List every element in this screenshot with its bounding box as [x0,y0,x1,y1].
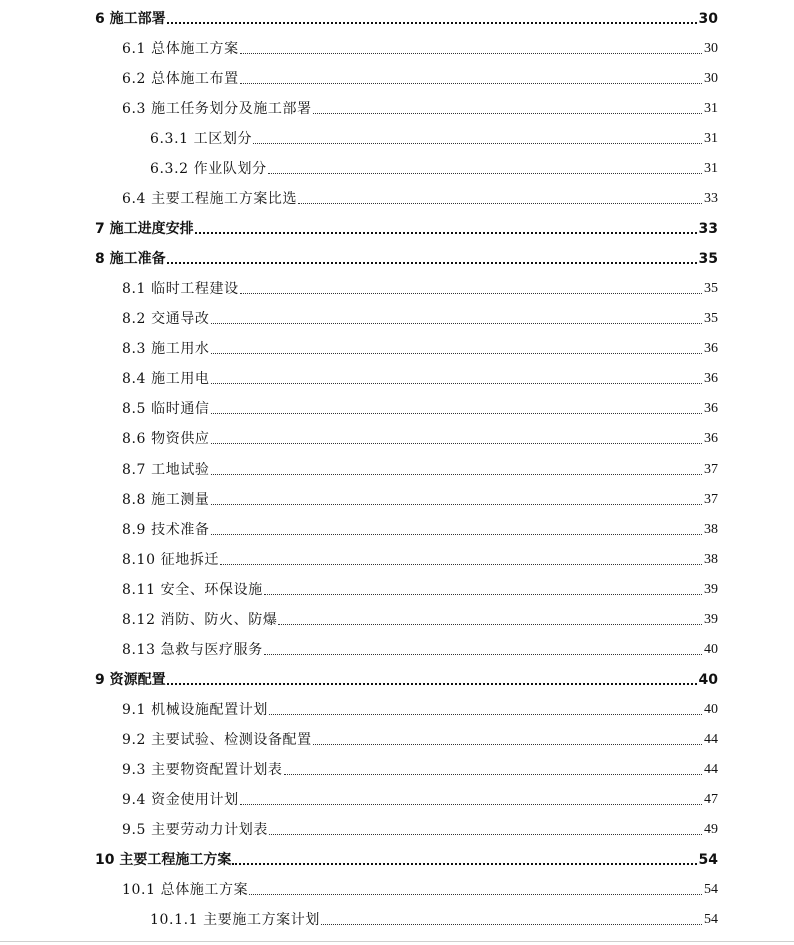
dot-leader [313,112,702,114]
dot-leader [321,923,702,925]
toc-entry-title: 8.13 急救与医疗服务 [122,642,263,658]
dot-leader [211,382,702,384]
dot-leader [167,261,697,264]
toc-page-number: 33 [704,191,718,206]
toc-entry-title: 8.7 工地试验 [122,462,210,478]
toc-entry[interactable] [95,216,718,238]
toc-page-number: 36 [704,401,718,416]
toc-page-number: 54 [704,882,718,897]
dot-leader [253,142,702,144]
toc-page-number: 31 [704,101,718,116]
toc-entry[interactable] [122,577,718,599]
toc-page-number: 38 [704,552,718,567]
toc-entry-title: 6.1 总体施工方案 [122,41,239,57]
dot-leader [211,322,702,324]
toc-entry[interactable] [122,517,718,539]
toc-entry[interactable] [122,36,718,58]
dot-leader [269,833,702,835]
dot-leader [211,412,702,414]
toc-entry[interactable] [95,667,718,689]
dot-leader [313,743,702,745]
dot-leader [220,563,702,565]
toc-entry-title: 8.8 施工测量 [122,492,210,508]
toc-entry-title: 8.5 临时通信 [122,401,210,417]
toc-page-number: 36 [704,371,718,386]
toc-entry-title: 8.6 物资供应 [122,431,210,447]
toc-entry-title: 8 施工准备 [95,251,166,267]
toc-page-number: 37 [704,492,718,507]
toc-entry[interactable] [122,457,718,479]
toc-entry[interactable] [122,426,718,448]
toc-page-number: 44 [704,762,718,777]
toc-entry[interactable] [122,637,718,659]
toc-entry-title: 9 资源配置 [95,672,166,688]
dot-leader [240,82,702,84]
toc-entry[interactable] [122,366,718,388]
dot-leader [269,713,702,715]
toc-entry[interactable] [150,907,718,929]
toc-entry-title: 8.9 技术准备 [122,522,210,538]
toc-entry-title: 9.5 主要劳动力计划表 [122,822,268,838]
toc-entry-title: 8.12 消防、防火、防爆 [122,612,278,628]
toc-entry[interactable] [122,787,718,809]
toc-page-number: 49 [704,822,718,837]
dot-leader [195,231,697,234]
toc-entry[interactable] [122,96,718,118]
toc-entry-title: 10.1 总体施工方案 [122,882,249,898]
dot-leader [167,682,697,685]
toc-page-number: 44 [704,732,718,747]
toc-entry-title: 8.11 安全、环保设施 [122,582,263,598]
dot-leader [264,593,702,595]
toc-entry-title: 10.1.1 主要施工方案计划 [150,912,320,928]
toc-entry[interactable] [122,66,718,88]
toc-page-number: 30 [704,41,718,56]
toc-entry[interactable] [95,6,718,28]
toc-entry-title: 6.3.1 工区划分 [150,131,253,147]
toc-entry[interactable] [122,396,718,418]
toc-entry-title: 9.2 主要试验、检测设备配置 [122,732,312,748]
toc-entry-title: 6.3 施工任务划分及施工部署 [122,101,312,117]
toc-entry-title: 8.10 征地拆迁 [122,552,220,568]
dot-leader [249,893,702,895]
dot-leader [240,52,702,54]
toc-entry-title: 6.3.2 作业队划分 [150,161,267,177]
toc-entry[interactable] [122,186,718,208]
toc-page-number: 31 [704,131,718,146]
toc-entry[interactable] [122,306,718,328]
dot-leader [211,533,702,535]
toc-entry-title: 8.1 临时工程建设 [122,281,239,297]
toc-entry[interactable] [95,847,718,869]
toc-page-number: 40 [704,702,718,717]
toc-page-number: 30 [698,11,718,27]
dot-leader [264,653,702,655]
toc-page-number: 39 [704,582,718,597]
dot-leader [284,773,702,775]
dot-leader [211,352,702,354]
toc-page-number: 35 [704,281,718,296]
toc-entry-title: 6.4 主要工程施工方案比选 [122,191,298,207]
toc-entry[interactable] [122,276,718,298]
toc-entry-title: 8.2 交通导改 [122,311,210,327]
dot-leader [211,442,702,444]
toc-entry[interactable] [122,697,718,719]
toc-entry-title: 9.1 机械设施配置计划 [122,702,268,718]
dot-leader [211,503,702,505]
toc-entry[interactable] [122,487,718,509]
toc-page-number: 47 [704,792,718,807]
toc-page-number: 36 [704,341,718,356]
dot-leader [240,803,702,805]
toc-entry-title: 6 施工部署 [95,11,166,27]
toc-page-number: 54 [698,852,718,868]
toc-entry[interactable] [122,757,718,779]
dot-leader [240,292,702,294]
toc-page-number: 40 [698,672,718,688]
toc-page-number: 36 [704,431,718,446]
toc-entry-title: 6.2 总体施工布置 [122,71,239,87]
toc-entry[interactable] [122,336,718,358]
toc-entry-title: 10 主要工程施工方案 [95,852,232,868]
toc-entry[interactable] [122,727,718,749]
toc-page-number: 33 [698,221,718,237]
toc-entry[interactable] [122,817,718,839]
dot-leader [298,202,702,204]
dot-leader [232,862,696,865]
toc-entry[interactable] [95,246,718,268]
dot-leader [278,623,702,625]
toc-entry-title: 9.3 主要物资配置计划表 [122,762,283,778]
toc-page-number: 31 [704,161,718,176]
dot-leader [167,21,697,24]
toc-entry[interactable] [122,547,718,569]
toc-page-number: 30 [704,71,718,86]
toc-page-number: 37 [704,462,718,477]
toc-page-number: 35 [698,251,718,267]
toc-entry-title: 8.4 施工用电 [122,371,210,387]
toc-page-number: 38 [704,522,718,537]
toc-page-number: 35 [704,311,718,326]
toc-entry[interactable] [150,126,718,148]
dot-leader [268,172,702,174]
toc-entry-title: 9.4 资金使用计划 [122,792,239,808]
dot-leader [211,473,702,475]
toc-entry-title: 7 施工进度安排 [95,221,194,237]
toc-entry-title: 8.3 施工用水 [122,341,210,357]
page-bottom-edge [0,941,794,942]
toc-page-number: 40 [704,642,718,657]
toc-entry[interactable] [150,156,718,178]
toc-entry[interactable] [122,877,718,899]
toc-page-number: 39 [704,612,718,627]
toc-entry[interactable] [122,607,718,629]
toc-page-number: 54 [704,912,718,927]
